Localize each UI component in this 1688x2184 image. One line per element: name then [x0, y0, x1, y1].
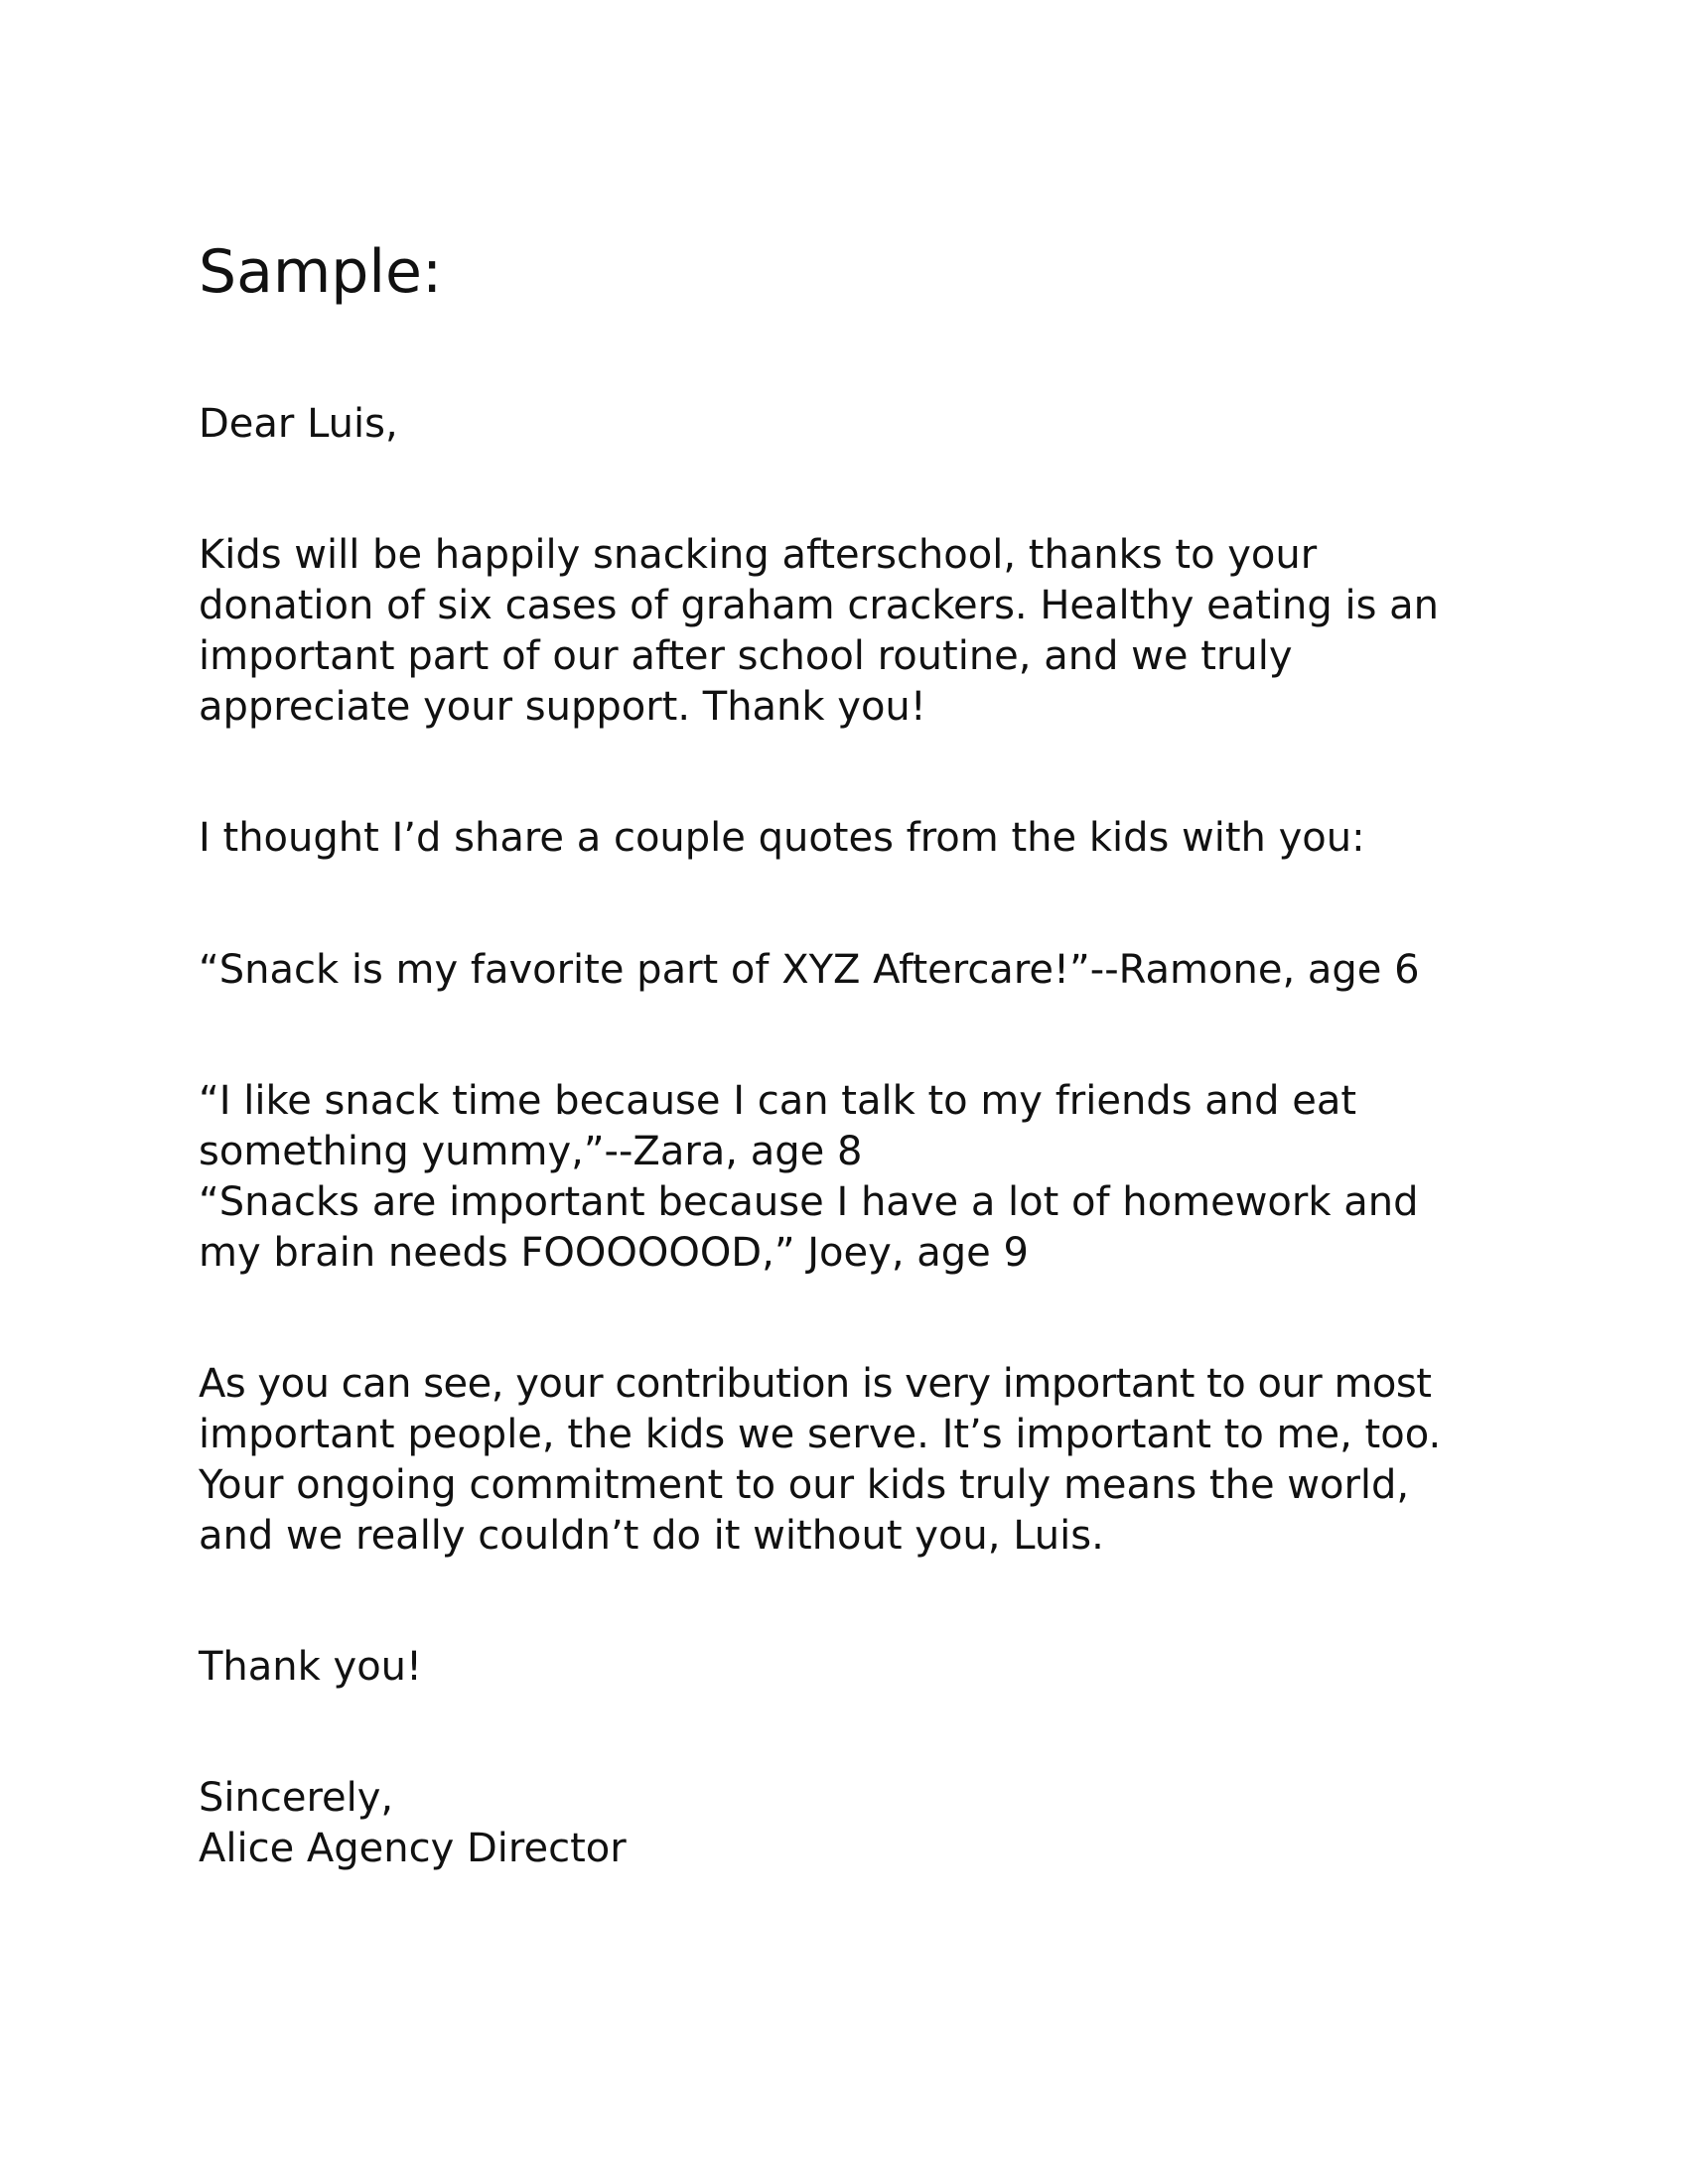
intro-quotes: I thought I’d share a couple quotes from the kids with you:	[199, 815, 1365, 861]
quote-zara-line-1: “I like snack time because I can talk to my friends and eat	[199, 1078, 1357, 1124]
paragraph1-line-3: important part of our after school routine, and we truly	[199, 633, 1293, 679]
paragraph1-line-1: Kids will be happily snacking afterschool, thanks to your	[199, 532, 1318, 578]
quote-joey-line-2: my brain needs FOOOOOOD,” Joey, age 9	[199, 1230, 1029, 1276]
paragraph2-line-1: As you can see, your contribution is very important to our most	[199, 1361, 1432, 1407]
quote-joey-line-1: “Snacks are important because I have a lot of homework and	[199, 1179, 1419, 1225]
paragraph2-line-2: important people, the kids we serve. It’s important to me, too.	[199, 1412, 1442, 1457]
paragraph2-line-3: Your ongoing commitment to our kids truly means the world,	[199, 1462, 1410, 1508]
signature: Alice Agency Director	[199, 1826, 627, 1871]
quote-ramone: “Snack is my favorite part of XYZ Aftercare!”--Ramone, age 6	[199, 947, 1420, 993]
closing-thanks: Thank you!	[199, 1644, 423, 1690]
paragraph1-line-2: donation of six cases of graham crackers. Healthy eating is an	[199, 583, 1439, 628]
quote-zara-line-2: something yummy,”--Zara, age 8	[199, 1129, 863, 1174]
signoff: Sincerely,	[199, 1775, 394, 1821]
paragraph2-line-4: and we really couldn’t do it without you, Luis.	[199, 1513, 1104, 1559]
page-title: Sample:	[199, 237, 443, 307]
paragraph1-line-4: appreciate your support. Thank you!	[199, 684, 926, 730]
greeting: Dear Luis,	[199, 401, 398, 447]
